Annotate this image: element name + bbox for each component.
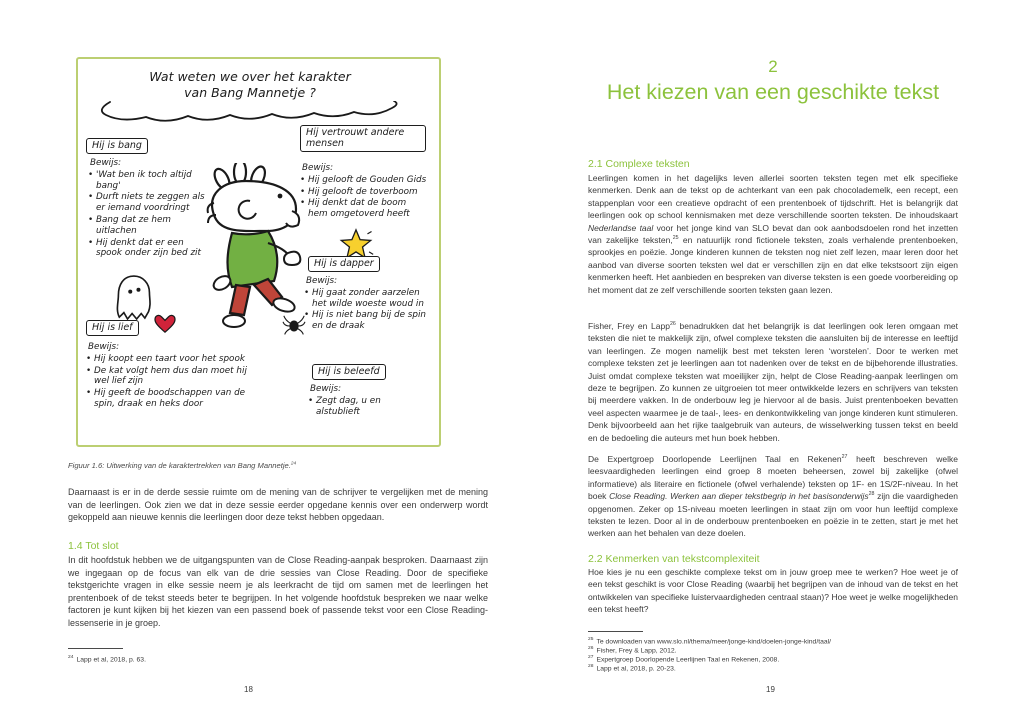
paragraph-complexe-teksten-2: Fisher, Frey en Lapp$^{26}$ benadrukken dat het belangrijk is dat leerlingen ook leren omgaan met teksten die niet te makkelijk zijn, ofwel complexe teksten die aansluiten bij de interesse en leeftijd van leerlingen. Ze mogen namelijk best met teksten leren ‘worstelen’. Door te werken met complexe teksten zet je leerlingen aan tot nadenken over de tekst en de bijbehorende illustraties. Juist omdat complexe teksten wat moeilijker zijn, helpt de Close Reading-aanpak leerlingen om deze te begrijpen. Zo kunnen ze uitgroeien tot meer ontwikkelde lezers en schrijvers van teksten bij meerdere vakken. In de onderbouw leg je hiervoor al de basis. Juist prentenboeken bevatten veel aspecten waarmee je de taal-, lees- en denkontwikkeling van jonge kinderen kunt stimuleren. Denk bijvoorbeeld aan het rijke taalgebruik van auteurs, de wisselwerking tussen tekst en beeld en de bedoeling die auteurs met hun boek hebben. [588, 321, 958, 443]
page-number-right: 19 [766, 685, 775, 694]
trait-label-dapper: Hij is dapper [308, 256, 380, 272]
figure-bang-mannetje [76, 57, 441, 447]
bewijs-list-beleefd: • Zegt dag, u en alstublieft [308, 396, 423, 418]
bewijs-lief [86, 342, 254, 411]
spider-icon [282, 315, 306, 337]
trait-box-bang [86, 133, 148, 154]
footnote-divider [68, 648, 123, 649]
bewijs-list-dapper: • Hij gaat zonder aarzelen het wilde woeste woud in • Hij is niet bang bij de spin en de draak [304, 288, 436, 332]
bewijs-label: Bewijs: [88, 342, 120, 352]
bewijs-list-vertrouwt: • Hij gelooft de Gouden Gids • Hij gelooft de toverboom • Hij denkt dat de boom hem omgetoverd heeft [300, 175, 428, 220]
figure-caption-footnote-ref: 24 [290, 460, 297, 466]
chapter-number: 2 [768, 57, 778, 76]
bewijs-vertrouwt [300, 163, 428, 221]
figure-title [100, 69, 400, 101]
figure-title-line1: Wat weten we over het karakter [149, 69, 351, 84]
paragraph-tot-slot: In dit hoofdstuk hebben we de uitgangspunten van de Close Reading-aanpak besproken. Daarnaast zijn we ingegaan op de focus van elk van de drie sessies van Close Reading. Door de specifieke tekstgerichte vragen in elke sessie neem je als leerkracht de tijd om samen met de leerlingen het prentenboek of de tekst steeds beter te begrijpen. In het volgende hoofdstuk bespreken we naar welke factoren je kunt kijken bij het kiezen van een passend boek of passende tekst voor een Close Reading-lessenserie in je groep. [68, 555, 488, 628]
bewijs-label: Bewijs: [90, 158, 122, 168]
section-heading-2-1: 2.1 Complexe teksten [588, 158, 690, 170]
figure-caption-text: Figuur 1.6: Uitwerking van de karaktertrekken van Bang Mannetje. [68, 460, 291, 470]
footnote-text: Fisher, Frey & Lapp, 2012. [596, 647, 677, 655]
paragraph-derde-sessie: Daarnaast is er in de derde sessie ruimte om de mening van de schrijver te vergelijken met de mening van de leerlingen. Ook zien we dat in deze sessie eerder opgedane kennis over een onderwerp wordt gekoppeld aan nieuwe kennis die leerlingen door deze tekst hebben opgedaan. [68, 487, 488, 522]
section-heading-1-4: 1.4 Tot slot [68, 540, 119, 552]
footnote-number: 24 [68, 655, 74, 660]
trait-box-vertrouwt [300, 125, 426, 152]
bang-mannetje-character-illustration [180, 163, 315, 338]
bewijs-label: Bewijs: [310, 384, 342, 394]
footnote-text: Lapp et al, 2018, p. 63. [76, 656, 146, 664]
bewijs-label: Bewijs: [302, 163, 334, 173]
footnote-24 [68, 654, 448, 665]
trait-box-dapper [308, 251, 380, 272]
bewijs-label: Bewijs: [306, 276, 338, 286]
footnote-number: 26 [588, 646, 594, 651]
footnote-number: 27 [588, 655, 594, 660]
trait-label-bang: Hij is bang [86, 138, 148, 154]
paragraph-kenmerken: Hoe kies je nu een geschikte complexe tekst om in jouw groep mee te werken? Hoe weet je of een tekst geschikt is voor Close Reading (waarbij het begrijpen van de inhoud van de tekst en het ontwikkelen van specifieke luistervaardigheden centraal staan)? Hoe weet je welke mogelijkheden een tekst heeft? [588, 567, 958, 615]
footnote-text: Te downloaden van www.slo.nl/thema/meer/jonge-kind/doelen-jonge-kind/taal/ [596, 638, 832, 646]
trait-box-lief [86, 315, 139, 336]
footnote-text: Lapp et al, 2018, p. 20-23. [596, 665, 676, 673]
bewijs-dapper [304, 276, 436, 333]
section-heading-2-2: 2.2 Kenmerken van tekstcomplexiteit [588, 553, 760, 565]
paragraph-complexe-teksten-1: Leerlingen komen in het dagelijks leven allerlei soorten teksten tegen met elk specifieke kenmerken. Denk aan de tekst op de achterkant van een pak chocolademelk, een recept, een stappenplan voor een creatieve opdracht of een prentenboek of tijdschrift. Het is belangrijk dat leerlingen ook op school kennismaken met deze verschillende soorten teksten. De inhoudskaart Nederlandse taal voor het jonge kind van SLO bevat dan ook aanbodsdoelen rond het inzetten van zakelijke teksten,$^{25}$ en natuurlijk rond fictionele teksten, zoals verhalende prentenboeken, sprookjes en poëzie. Jonge kinderen kunnen de teksten nog niet zelf lezen, maar leren door het aanbod van diverse soorten teksten wel dat er verschillen zijn en dat elke tekstsoort zijn eigen kenmerken heeft. Het aanbieden en bespreken van diverse teksten is een goede voorbereiding op het moment dat ze zelf verschillende soorten teksten gaan lezen. [588, 173, 959, 295]
footnote-divider [588, 631, 643, 632]
figure-title-line2: van Bang Mannetje ? [184, 85, 316, 100]
page-number-left: 18 [244, 685, 253, 694]
footnote-number: 25 [588, 637, 594, 642]
bewijs-beleefd [308, 384, 423, 418]
trait-label-beleefd: Hij is beleefd [312, 364, 386, 380]
heart-icon [154, 314, 176, 334]
footnote-text: Expertgroep Doorlopende Leerlijnen Taal en Rekenen, 2008. [596, 656, 780, 664]
trait-box-beleefd [312, 359, 386, 380]
paragraph-complexe-teksten-3: De Expertgroep Doorlopende Leerlijnen Taal en Rekenen$^{27}$ heeft beschreven welke leesvaardigheden leerlingen eind groep 8 moeten beheersen, zowel bij zakelijke (ofwel informatieve) als literaire en fictionele (ofwel verhalende) teksten op 1F- en 1S/2F-niveau. In het boek Close Reading. Werken aan dieper tekstbegrip in het basisonderwijs$^{28}$ zijn die vaardigheden opgenomen. Zeker op 1S-niveau moeten leerlingen in staat zijn om voor hun leeftijd complexe teksten te lezen. Door al in de onderbouw prentenboeken en poëzie in te zetten, start je met het werken aan het behalen van deze doelen. [588, 454, 959, 539]
chapter-title: Het kiezen van een geschikte tekst [606, 80, 940, 104]
left-page [68, 0, 488, 724]
bewijs-list-lief: • Hij koopt een taart voor het spook • De kat volgt hem dus dan moet hij wel lief zijn • Hij geeft de boodschappen van de spin, draak en heks door [86, 354, 254, 410]
figure-caption [68, 461, 488, 470]
trait-label-lief: Hij is lief [86, 320, 139, 336]
footnote-number: 28 [588, 664, 594, 669]
footnote-28 [588, 663, 968, 674]
cloud-underline-icon [94, 101, 404, 127]
bewijs-list-bang: • 'Wat ben ik toch altijd bang' • Durft niets te zeggen als er iemand voordringt • Bang dat ze hem uitlachen • Hij denkt dat er een spook onder zijn bed zit [88, 170, 210, 259]
right-page [588, 0, 958, 724]
trait-label-vertrouwt: Hij vertrouwt andere mensen [300, 125, 426, 152]
